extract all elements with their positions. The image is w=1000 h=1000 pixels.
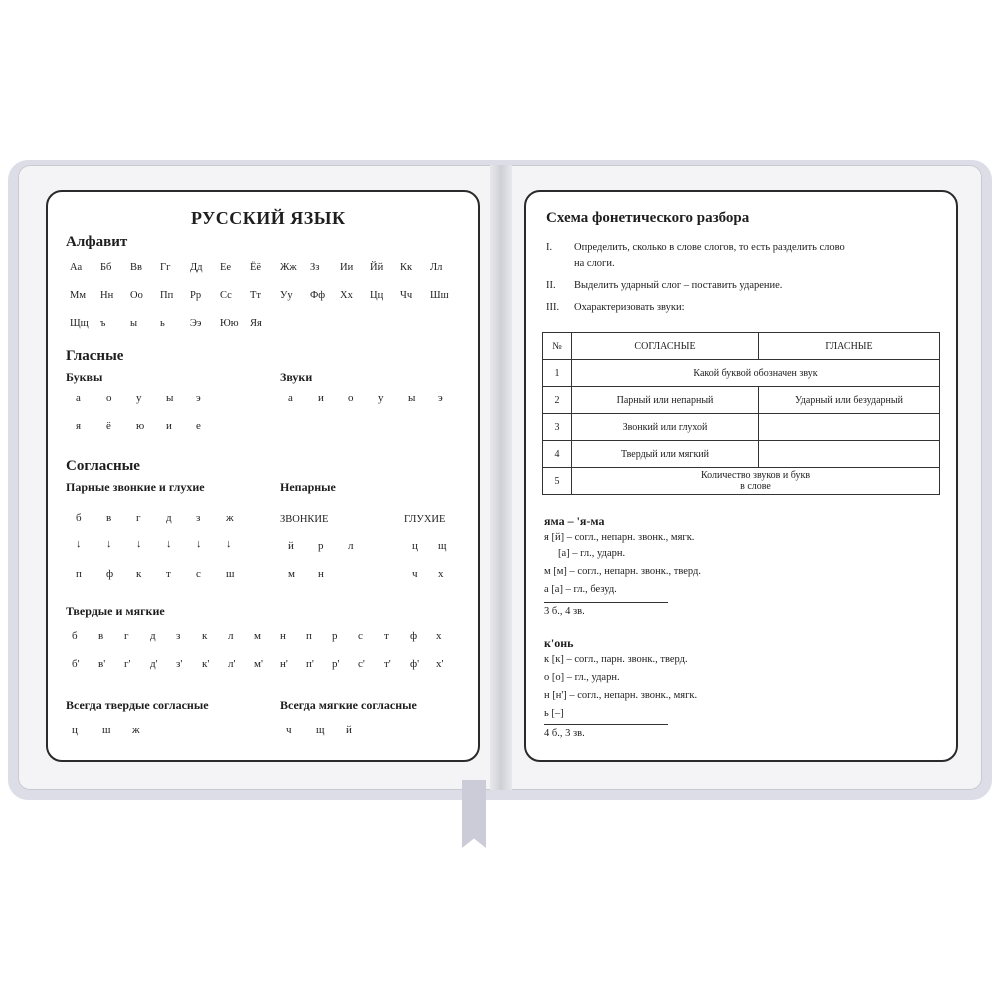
analysis-line: о [о] – гл., ударн.: [544, 672, 620, 683]
letters-heading: Буквы: [66, 370, 103, 384]
letter-pair: Цц: [370, 290, 384, 301]
consonant: ч: [412, 568, 418, 580]
letter-pair: Жж: [280, 262, 297, 273]
consonant: ш: [226, 568, 235, 580]
consonant: н: [280, 630, 286, 642]
consonant: г': [124, 658, 131, 670]
analysis-line: а [а] – гл., безуд.: [544, 584, 617, 595]
consonant: с: [358, 630, 363, 642]
consonant: г: [136, 512, 141, 524]
consonant: к: [202, 630, 208, 642]
consonant: н: [318, 568, 324, 580]
table-row: [543, 414, 940, 441]
letter-pair: Ёё: [250, 262, 262, 273]
vowel-sound: и: [318, 392, 324, 404]
voiceless-label: ГЛУХИЕ: [404, 514, 446, 525]
paired-voiceless-row: [76, 568, 256, 580]
vowel-letter: а: [76, 392, 81, 404]
table-cell: [759, 414, 940, 441]
always-soft-heading: Всегда мягкие согласные: [280, 698, 417, 712]
consonant: ф': [410, 658, 420, 670]
step-number: I.: [546, 242, 553, 253]
table-header-cell: ГЛАСНЫЕ: [759, 333, 940, 360]
table-row: [543, 468, 940, 495]
letter-pair: Рр: [190, 290, 202, 301]
analysis-line: м [м] – согл., непарн. звонк., тверд.: [544, 566, 701, 577]
arrow-down-icon: ↓: [76, 538, 82, 550]
hard-consonants-row: [72, 630, 462, 642]
vowel-letter: и: [166, 420, 172, 432]
consonants-heading: Согласные: [66, 458, 140, 474]
consonant: р: [332, 630, 338, 642]
alphabet-row: [70, 318, 280, 329]
page-title: РУССКИЙ ЯЗЫК: [191, 208, 346, 228]
vowel-letters-row: [76, 392, 226, 404]
table-cell: 4: [543, 441, 572, 468]
arrow-down-icon: ↓: [196, 538, 202, 550]
consonant: л': [228, 658, 236, 670]
consonant: р: [318, 540, 324, 552]
table-cell: Ударный или безударный: [759, 387, 940, 414]
consonant: ж: [226, 512, 234, 524]
unpaired-voiceless-row: [412, 540, 464, 552]
right-page-panel: [524, 190, 958, 762]
consonant: й: [288, 540, 294, 552]
total-divider: [544, 724, 668, 725]
consonant: т: [166, 568, 171, 580]
vowel-sound: э: [438, 392, 443, 404]
analysis-line: к [к] – согл., парн. звонк., тверд.: [544, 654, 688, 665]
phonetic-table: [542, 332, 940, 495]
vowel-letter: у: [136, 392, 142, 404]
left-page-panel: [46, 190, 480, 762]
arrow-down-icon: ↓: [106, 538, 112, 550]
vowel-sound: ы: [408, 392, 416, 404]
table-row: [543, 387, 940, 414]
letter-pair: Ее: [220, 262, 232, 273]
consonant: б: [72, 630, 78, 642]
consonant: т: [384, 630, 389, 642]
table-cell: Парный или непарный: [572, 387, 759, 414]
sounds-heading: Звуки: [280, 370, 313, 384]
consonant: м: [288, 568, 295, 580]
alphabet-row: [70, 290, 460, 301]
consonant: в: [106, 512, 112, 524]
consonant: д: [150, 630, 156, 642]
table-row: [543, 360, 940, 387]
alphabet-row: [70, 262, 460, 273]
table-cell-merged: [572, 468, 940, 495]
step-text: Выделить ударный слог – поставить ударение.: [574, 280, 783, 291]
always-soft-row: [286, 724, 376, 736]
vowel-sound: а: [288, 392, 293, 404]
letter-pair: Мм: [70, 290, 86, 301]
step-text-continued: на слоги.: [574, 258, 615, 269]
letter-pair: Оо: [130, 290, 143, 301]
consonant: ч: [286, 724, 292, 736]
table-cell: 5: [543, 468, 572, 495]
vowel-letter: е: [196, 420, 201, 432]
letter-pair: Бб: [100, 262, 112, 273]
hard-soft-heading: Твердые и мягкие: [66, 604, 165, 618]
alphabet-heading: Алфавит: [66, 234, 128, 250]
consonant: м: [254, 630, 261, 642]
consonant: ц: [412, 540, 418, 552]
consonant: п: [76, 568, 82, 580]
vowel-letters-row: [76, 420, 226, 432]
table-cell: Звонкий или глухой: [572, 414, 759, 441]
table-cell: Какой буквой обозначен звук: [572, 360, 940, 387]
consonant: с': [358, 658, 365, 670]
letter-pair: Дд: [190, 262, 203, 273]
letter-pair: Юю: [220, 318, 239, 329]
vowel-letter: ю: [136, 420, 145, 432]
table-cell-line: в слове: [740, 481, 771, 492]
unpaired-heading: Непарные: [280, 480, 336, 494]
table-cell-line: Количество звуков и букв: [700, 470, 811, 481]
letter-pair: Яя: [250, 318, 262, 329]
soft-consonants-row: [72, 658, 462, 670]
consonant: т': [384, 658, 391, 670]
voiced-label: ЗВОНКИЕ: [280, 514, 329, 525]
total-divider: [544, 602, 668, 603]
consonant: ф: [410, 630, 418, 642]
step-text: Определить, сколько в слове слогов, то есть разделить слово: [574, 242, 845, 253]
analysis-line: [а] – гл., ударн.: [558, 548, 626, 559]
vowel-letter: о: [106, 392, 112, 404]
letter-pair: ь: [160, 318, 165, 329]
vowel-sound: у: [378, 392, 384, 404]
always-hard-heading: Всегда твердые согласные: [66, 698, 209, 712]
step-number: III.: [546, 302, 560, 313]
arrow-down-icon: ↓: [166, 538, 172, 550]
letter-pair: Нн: [100, 290, 114, 301]
consonant: л: [348, 540, 354, 552]
step-text: Охарактеризовать звуки:: [574, 302, 685, 313]
example-word: яма – 'я-ма: [544, 514, 605, 528]
vowel-sound: о: [348, 392, 354, 404]
letter-pair: Кк: [400, 262, 413, 273]
consonant: х': [436, 658, 444, 670]
unpaired-voiced-row: [288, 540, 378, 552]
letter-pair: ъ: [100, 318, 106, 329]
letter-pair: Чч: [400, 290, 413, 301]
paired-heading: Парные звонкие и глухие: [66, 480, 205, 494]
vowel-letter: э: [196, 392, 201, 404]
letter-pair: Фф: [310, 290, 326, 301]
letter-pair: Ээ: [190, 318, 202, 329]
example-total: 3 б., 4 зв.: [544, 606, 585, 617]
consonant: п: [306, 630, 312, 642]
consonant: б': [72, 658, 80, 670]
consonant: в': [98, 658, 106, 670]
example-word: к'онь: [544, 636, 574, 650]
consonant: д: [166, 512, 172, 524]
vowels-heading: Гласные: [66, 348, 124, 364]
arrow-down-icon: ↓: [226, 538, 232, 550]
table-cell: 3: [543, 414, 572, 441]
letter-pair: Аа: [70, 262, 83, 273]
consonant: г: [124, 630, 129, 642]
table-cell: 1: [543, 360, 572, 387]
scheme-title: Схема фонетического разбора: [546, 210, 750, 226]
letter-pair: Ии: [340, 262, 354, 273]
arrow-down-icon: ↓: [136, 538, 142, 550]
letter-pair: Йй: [370, 262, 384, 273]
table-cell: [759, 441, 940, 468]
notebook-gutter: [490, 165, 512, 790]
consonant: п': [306, 658, 314, 670]
letter-pair: Гг: [160, 262, 171, 273]
consonant: д': [150, 658, 158, 670]
letter-pair: Тт: [250, 290, 262, 301]
unpaired-voiced-row: [288, 568, 348, 580]
consonant: в: [98, 630, 104, 642]
consonant: х: [436, 630, 442, 642]
letter-pair: Шш: [430, 290, 449, 301]
step-number: II.: [546, 280, 556, 291]
letter-pair: Зз: [310, 262, 320, 273]
letter-pair: Уу: [280, 290, 293, 301]
consonant: з: [176, 630, 181, 642]
vowel-letter: ё: [106, 420, 111, 432]
always-hard-row: [72, 724, 162, 736]
consonant: ц: [72, 724, 78, 736]
vowel-letter: ы: [166, 392, 174, 404]
unpaired-voiceless-row: [412, 568, 464, 580]
table-row: [543, 441, 940, 468]
table-cell: 2: [543, 387, 572, 414]
consonant: ш: [102, 724, 111, 736]
consonant: з': [176, 658, 183, 670]
consonant: з: [196, 512, 201, 524]
consonant: щ: [316, 724, 325, 736]
example-total: 4 б., 3 зв.: [544, 728, 585, 739]
bookmark-ribbon: [462, 780, 486, 848]
letter-pair: Щщ: [70, 318, 89, 329]
consonant: ф: [106, 568, 114, 580]
consonant: к': [202, 658, 210, 670]
consonant: й: [346, 724, 352, 736]
letter-pair: Лл: [430, 262, 443, 273]
paired-voiced-row: [76, 512, 256, 524]
table-header-row: [543, 333, 940, 360]
letter-pair: Хх: [340, 290, 353, 301]
table-header-cell: СОГЛАСНЫЕ: [572, 333, 759, 360]
pair-arrows-row: [76, 538, 256, 550]
table-header-cell: №: [543, 333, 572, 360]
consonant: х: [438, 568, 444, 580]
letter-pair: Сс: [220, 290, 232, 301]
table-cell: Твердый или мягкий: [572, 441, 759, 468]
consonant: к: [136, 568, 142, 580]
letter-pair: Вв: [130, 262, 142, 273]
consonant: щ: [438, 540, 447, 552]
consonant: б: [76, 512, 82, 524]
analysis-line: ь [–]: [544, 708, 564, 719]
consonant: р': [332, 658, 340, 670]
consonant: н': [280, 658, 288, 670]
consonant: м': [254, 658, 263, 670]
vowel-sounds-row: [288, 392, 468, 404]
consonant: ж: [132, 724, 140, 736]
consonant: л: [228, 630, 234, 642]
vowel-letter: я: [76, 420, 82, 432]
analysis-line: н [н'] – согл., непарн. звонк., мягк.: [544, 690, 698, 701]
consonant: с: [196, 568, 201, 580]
letter-pair: Пп: [160, 290, 174, 301]
letter-pair: ы: [130, 318, 138, 329]
analysis-line: я [й] – согл., непарн. звонк., мягк.: [544, 532, 695, 543]
